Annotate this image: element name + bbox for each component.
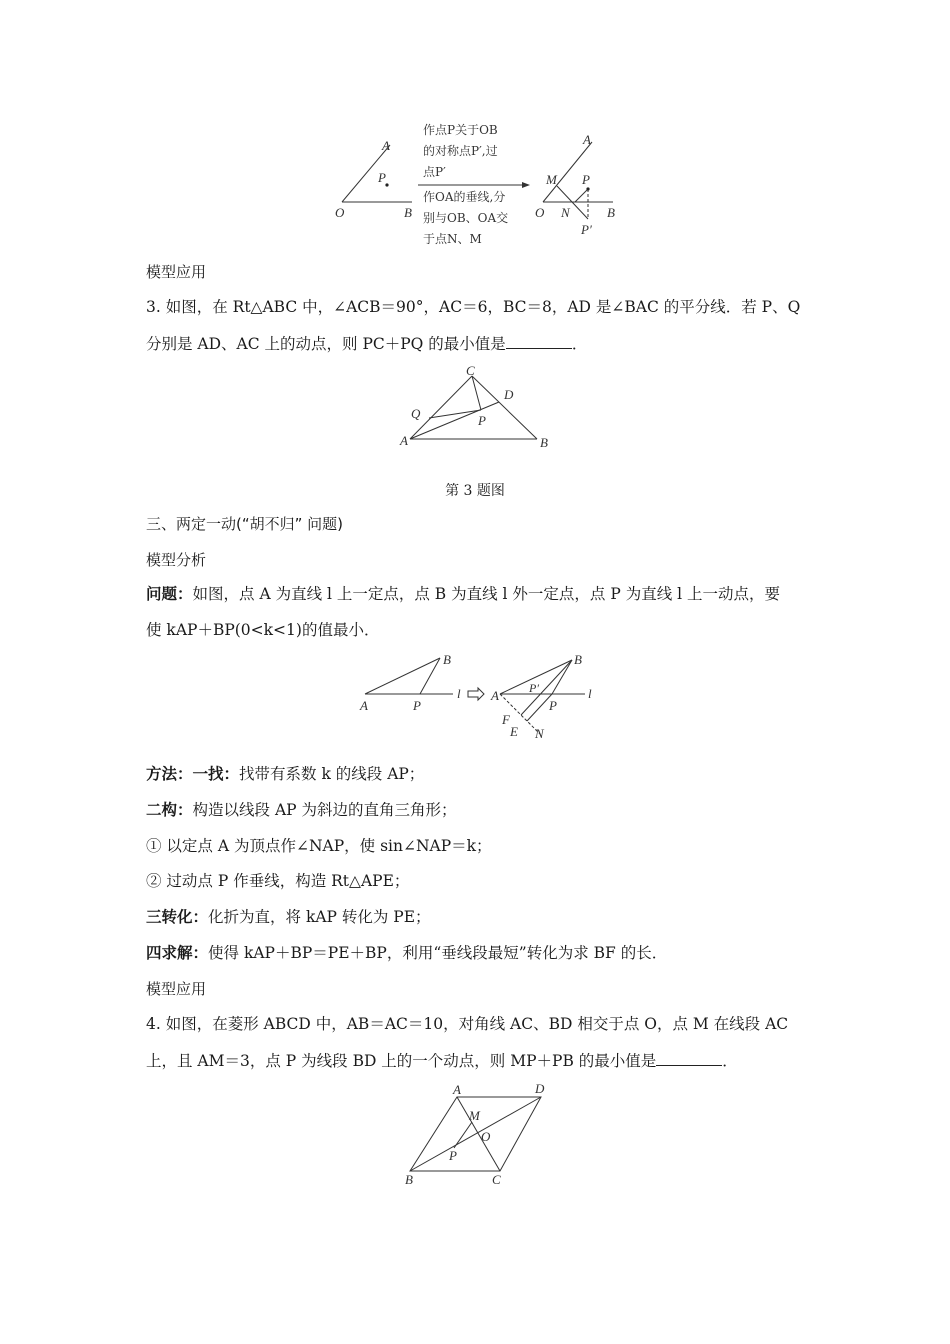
problem-line-1: 问题：如图，点 A 为直线 l 上一定点，点 B 为直线 l 外一定点，点 P 为直线 l 上一动点，要 xyxy=(146,585,781,603)
method-step-4: 四求解：使得 kAP＋BP＝PE＋BP，利用“垂线段最短”转化为求 BF 的长． xyxy=(146,944,668,962)
method-step-3: 三转化：化折为直，将 kAP 转化为 PE； xyxy=(146,908,431,926)
svg-text:B: B xyxy=(443,652,451,667)
svg-text:P: P xyxy=(582,172,590,187)
svg-text:Q: Q xyxy=(411,406,421,421)
section-title-hubugui: 三、两定一动(“胡不归” 问题) xyxy=(146,515,344,533)
svg-text:B: B xyxy=(540,435,548,450)
hubugui-model-figure xyxy=(355,648,605,740)
question-4-rhombus-figure xyxy=(395,1078,565,1190)
svg-text:N: N xyxy=(561,205,570,220)
svg-text:B: B xyxy=(405,1172,413,1187)
heading-model-analysis: 模型分析 xyxy=(146,551,207,569)
heading-model-application-1: 模型应用 xyxy=(146,263,207,281)
svg-text:N: N xyxy=(535,726,544,740)
label-B: B xyxy=(404,205,412,220)
svg-text:A: A xyxy=(453,1082,461,1097)
label-O: O xyxy=(335,205,345,220)
label-P: P xyxy=(378,170,386,185)
svg-text:作点P关于OB: 作点P关于OB xyxy=(423,123,498,137)
method-step-2: 二构：构造以线段 AP 为斜边的直角三角形； xyxy=(146,801,457,819)
svg-text:D: D xyxy=(535,1081,545,1096)
method-step-1: 方法：一找：找带有系数 k 的线段 AP； xyxy=(146,765,425,783)
svg-text:P: P xyxy=(413,698,421,713)
svg-text:P: P xyxy=(478,413,486,428)
question-4-line-1: 4. 如图，在菱形 ABCD 中，AB＝AC＝10，对角线 AC、BD 相交于点 O，点 M 在线段 AC xyxy=(146,1015,789,1033)
svg-text:P′: P′ xyxy=(581,222,592,237)
hollow-arrow-icon xyxy=(468,688,484,700)
svg-text:A: A xyxy=(491,688,499,703)
svg-text:P′: P′ xyxy=(529,681,539,695)
reflection-model-figure xyxy=(330,112,630,252)
arrow-right-icon xyxy=(522,182,530,188)
svg-text:P: P xyxy=(449,1148,457,1163)
svg-text:A: A xyxy=(583,132,591,147)
svg-text:的对称点P′,过: 的对称点P′,过 xyxy=(423,144,498,158)
svg-text:C: C xyxy=(492,1172,501,1187)
svg-text:M: M xyxy=(469,1108,480,1123)
svg-text:于点N、M: 于点N、M xyxy=(423,232,482,246)
answer-blank-q4[interactable] xyxy=(656,1051,722,1066)
question-3-line-2: 分别是 AD、AC 上的动点，则 PC＋PQ 的最小值是 ． xyxy=(146,335,588,353)
svg-text:E: E xyxy=(510,724,518,739)
label-A: A xyxy=(382,138,390,153)
heading-model-application-2: 模型应用 xyxy=(146,980,207,998)
svg-text:l: l xyxy=(588,686,592,701)
svg-text:A: A xyxy=(360,698,368,713)
svg-text:F: F xyxy=(502,712,510,727)
svg-text:点P′: 点P′ xyxy=(423,165,446,179)
svg-text:P: P xyxy=(549,698,557,713)
question-3-figure xyxy=(395,362,565,452)
method-step-2b: ② 过动点 P 作垂线，构造 Rt△APE； xyxy=(146,872,410,890)
answer-blank-q3[interactable] xyxy=(506,334,572,349)
svg-text:B: B xyxy=(607,205,615,220)
svg-text:C: C xyxy=(466,363,475,378)
svg-text:D: D xyxy=(504,387,514,402)
method-step-2a: ① 以定点 A 为顶点作∠NAP，使 sin∠NAP＝k； xyxy=(146,837,492,855)
svg-text:M: M xyxy=(546,172,557,187)
svg-text:别与OB、OA交: 别与OB、OA交 xyxy=(423,211,509,225)
svg-text:B: B xyxy=(574,652,582,667)
svg-text:O: O xyxy=(535,205,545,220)
question-3-line-1: 3. 如图，在 Rt△ABC 中，∠ACB＝90°，AC＝6，BC＝8，AD 是∠BAC 的平分线．若 P、Q xyxy=(146,298,801,316)
question-4-line-2: 上，且 AM＝3，点 P 为线段 BD 上的一个动点，则 MP＋PB 的最小值是 ． xyxy=(146,1052,738,1070)
figure-3-caption: 第 3 题图 xyxy=(445,483,505,499)
problem-line-2: 使 kAP＋BP(0<k<1)的值最小． xyxy=(146,621,380,639)
svg-text:O: O xyxy=(481,1129,491,1144)
svg-text:作OA的垂线,分: 作OA的垂线,分 xyxy=(423,190,506,204)
svg-text:A: A xyxy=(400,433,408,448)
svg-text:l: l xyxy=(457,686,461,701)
